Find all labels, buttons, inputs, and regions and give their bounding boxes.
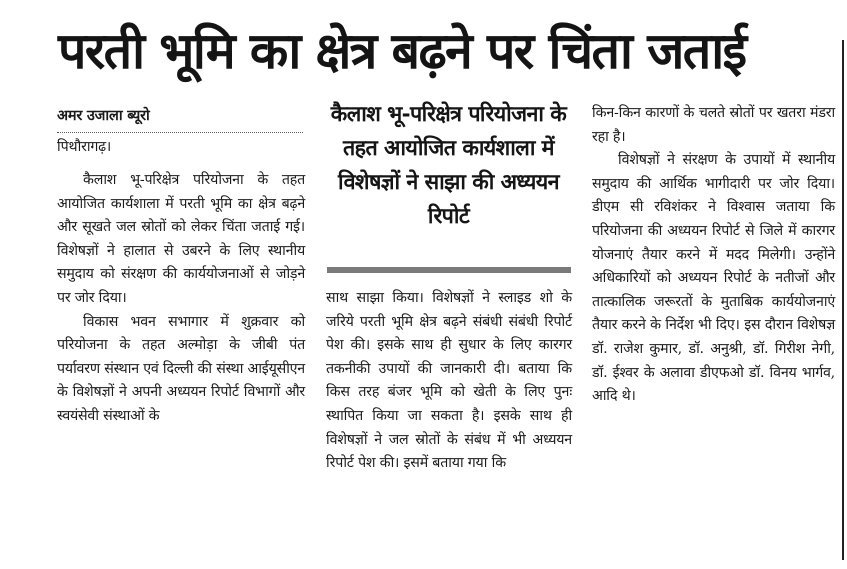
column-1-body xyxy=(57,169,305,429)
byline: अमर उजाला ब्यूरो xyxy=(57,108,150,124)
column-2-paragraph-1: साथ साझा किया। विशेषज्ञों ने स्लाइड शो के जरिये परती भूमि क्षेत्र बढ़ने संबंधी संबंधी रिपोर्ट पेश की। इसके साथ ही सुधार के लिए कारगर तकनीकी उपायों की जानकारी दी। बताया कि किस तरह बंजर भूमि को खेती के लिए पुनः स्थापित किया जा सकता है। इसके साथ ही विशेषज्ञों ने जल स्रोतों के संबंध में भी अध्ययन रिपोर्ट पेश की। इसमें बताया गया कि xyxy=(326,290,572,472)
column-3-paragraph-1: किन-किन कारणों के चलते स्रोतों पर खतरा मंडरा रहा है। xyxy=(592,105,835,145)
page-edge-rule xyxy=(842,40,844,560)
column-1 xyxy=(57,104,305,429)
column-3 xyxy=(592,102,835,409)
column-1-paragraph-1: कैलाश भू-परिक्षेत्र परियोजना के तहत आयोजित कार्यशाला में परती भूमि का क्षेत्र बढ़ने और सूखते जल स्रोतों को लेकर चिंता जताई गई। विशेषज्ञों ने हालात से उबरने के लिए स्थानीय समुदाय को संरक्षण की कार्ययोजनाओं से जोड़ने पर जोर दिया। xyxy=(57,172,305,306)
byline-divider xyxy=(57,132,303,133)
dateline: पिथौरागढ़। xyxy=(57,139,112,155)
column-3-paragraph-2: विशेषज्ञों ने संरक्षण के उपायों में स्थानीय समुदाय की आर्थिक भागीदारी पर जोर दिया। डीएम सी रविशंकर ने विश्वास जताया कि परियोजना की अध्ययन रिपोर्ट से जिले में कारगर योजनाएं तैयार करने में मदद मिलेगी। उन्होंने अधिकारियों को अध्ययन रिपोर्ट के नतीजों और तात्कालिक जरूरतों के मुताबिक कार्ययोजनाएं तैयार करने के निर्देश भी दिए। इस दौरान विशेषज्ञ डॉ. राजेश कुमार, डॉ. अनुश्री, डॉ. गिरीश नेगी, डॉ. ईश्वर के अलावा डीएफओ डॉ. विनय भार्गव, आदि थे। xyxy=(592,152,835,405)
column-2 xyxy=(326,287,572,476)
column-1-paragraph-2: विकास भवन सभागार में शुक्रवार को परियोजना के तहत अल्मोड़ा के जीबी पंत पर्यावरण संस्थान एवं दिल्ली की संस्था आईयूसीएन के विशेषज्ञों ने अपनी अध्ययन रिपोर्ट विभागों और स्वयंसेवी संस्थाओं के xyxy=(57,313,305,424)
subheadline: कैलाश भू-परिक्षेत्र परियोजना के तहत आयोजित कार्यशाला में विशेषज्ञों ने साझा की अध्ययन रिपोर्ट xyxy=(330,102,567,229)
headline: परती भूमि का क्षेत्र बढ़ने पर चिंता जताई xyxy=(58,22,746,80)
subheadline-rule xyxy=(327,267,571,273)
